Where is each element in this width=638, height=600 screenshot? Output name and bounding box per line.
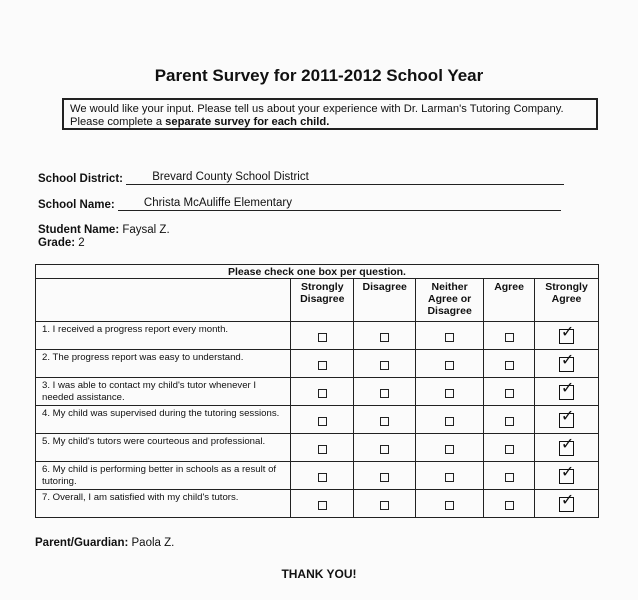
grade-value: 2 — [78, 237, 85, 249]
checkbox[interactable] — [380, 417, 389, 426]
question-text: 1. I received a progress report every month. — [36, 322, 291, 350]
checkbox[interactable] — [445, 417, 454, 426]
guardian-value: Paola Z. — [131, 537, 175, 549]
intro-line-2 — [70, 116, 590, 129]
school-district-value: Brevard County School District — [126, 171, 564, 185]
answer-cell — [354, 350, 416, 378]
question-text: 2. The progress report was easy to understand. — [36, 350, 291, 378]
answer-cell — [354, 406, 416, 434]
checkbox[interactable] — [505, 361, 514, 370]
checkbox[interactable] — [380, 501, 389, 510]
answer-cell — [535, 406, 599, 434]
checkbox[interactable] — [445, 445, 454, 454]
answer-cell — [484, 490, 535, 518]
checkbox[interactable] — [318, 445, 327, 454]
answer-cell — [291, 322, 354, 350]
checkbox[interactable] — [318, 417, 327, 426]
answer-cell — [354, 378, 416, 406]
question-text: 3. I was able to contact my child's tutor whenever I needed assistance. — [36, 378, 291, 406]
answer-cell — [535, 434, 599, 462]
checkbox[interactable] — [318, 501, 327, 510]
question-row — [36, 322, 599, 350]
checkmark-icon: ✓ — [560, 405, 575, 425]
checkbox[interactable] — [505, 417, 514, 426]
answer-cell — [535, 490, 599, 518]
answer-cell — [354, 322, 416, 350]
checkbox[interactable] — [380, 333, 389, 342]
question-row — [36, 406, 599, 434]
grade-label: Grade: — [38, 237, 76, 249]
checkbox[interactable] — [505, 389, 514, 398]
answer-cell — [416, 322, 484, 350]
school-name-value: Christa McAuliffe Elementary — [118, 197, 561, 211]
checkbox[interactable] — [318, 361, 327, 370]
school-district-field — [38, 171, 564, 185]
school-district-label: School District: — [38, 173, 123, 185]
intro-box — [62, 98, 598, 130]
checked-checkbox[interactable] — [559, 461, 575, 484]
school-name-label: School Name: — [38, 199, 115, 211]
question-text: 7. Overall, I am satisfied with my child's tutors. — [36, 490, 291, 518]
checkbox[interactable] — [445, 361, 454, 370]
answer-cell — [484, 462, 535, 490]
checkbox[interactable] — [380, 473, 389, 482]
student-name-label: Student Name: — [38, 224, 120, 236]
checkbox[interactable] — [445, 389, 454, 398]
checkbox[interactable] — [445, 473, 454, 482]
checkmark-icon: ✓ — [560, 433, 575, 453]
question-header-cell — [36, 279, 291, 322]
checked-checkbox[interactable] — [559, 405, 575, 428]
answer-cell — [416, 434, 484, 462]
checkbox[interactable] — [505, 333, 514, 342]
answer-cell — [416, 462, 484, 490]
checkbox[interactable] — [318, 473, 327, 482]
answer-cell — [416, 350, 484, 378]
answer-cell — [416, 406, 484, 434]
answer-cell — [484, 322, 535, 350]
answer-cell — [484, 378, 535, 406]
question-row — [36, 378, 599, 406]
answer-cell — [484, 406, 535, 434]
checkbox[interactable] — [380, 361, 389, 370]
student-name-value: Faysal Z. — [122, 224, 170, 236]
checkmark-icon: ✓ — [560, 349, 575, 369]
intro-line-1: We would like your input. Please tell us about your experience with Dr. Larman's Tutoring Company. — [70, 103, 564, 115]
intro-line-2-prefix: Please complete a — [70, 115, 166, 128]
checked-checkbox[interactable] — [559, 349, 575, 372]
checkbox[interactable] — [505, 473, 514, 482]
answer-cell — [354, 462, 416, 490]
answer-cell — [535, 462, 599, 490]
checkmark-icon: ✓ — [560, 489, 575, 509]
answer-cell — [354, 490, 416, 518]
table-header-row — [36, 279, 599, 322]
answer-cell — [484, 350, 535, 378]
question-row — [36, 462, 599, 490]
column-header: Agree — [484, 279, 535, 322]
answer-cell — [416, 378, 484, 406]
school-name-field — [38, 197, 561, 211]
question-row — [36, 490, 599, 518]
page-title: Parent Survey for 2011-2012 School Year — [154, 66, 484, 85]
intro-line-2-bold: separate survey for each child. — [165, 115, 330, 128]
checkbox[interactable] — [505, 501, 514, 510]
answer-cell — [291, 350, 354, 378]
answer-cell — [291, 462, 354, 490]
checked-checkbox[interactable] — [559, 433, 575, 456]
checked-checkbox[interactable] — [559, 321, 575, 344]
checkmark-icon: ✓ — [560, 321, 575, 341]
checkbox[interactable] — [318, 389, 327, 398]
answer-cell — [291, 378, 354, 406]
answer-cell — [291, 406, 354, 434]
question-row — [36, 350, 599, 378]
checkbox[interactable] — [380, 445, 389, 454]
answer-cell — [535, 322, 599, 350]
column-header: Disagree — [354, 279, 416, 322]
column-header: Strongly Disagree — [291, 279, 354, 322]
checkbox[interactable] — [505, 445, 514, 454]
checkbox[interactable] — [445, 333, 454, 342]
question-row — [36, 434, 599, 462]
answer-cell — [535, 378, 599, 406]
survey-table — [35, 264, 599, 518]
table-instruction: Please check one box per question. — [36, 265, 599, 279]
checked-checkbox[interactable] — [559, 489, 575, 512]
thank-you-text: THANK YOU! — [281, 567, 357, 581]
column-header: Strongly Agree — [535, 279, 599, 322]
checkmark-icon: ✓ — [560, 461, 575, 481]
question-text: 5. My child's tutors were courteous and professional. — [36, 434, 291, 462]
answer-cell — [416, 490, 484, 518]
checkbox[interactable] — [445, 501, 454, 510]
column-header: Neither Agree or Disagree — [416, 279, 484, 322]
checkbox[interactable] — [318, 333, 327, 342]
checked-checkbox[interactable] — [559, 377, 575, 400]
answer-cell — [484, 434, 535, 462]
checkbox[interactable] — [380, 389, 389, 398]
answer-cell — [354, 434, 416, 462]
grade-field — [38, 237, 85, 249]
guardian-label: Parent/Guardian: — [35, 537, 129, 549]
answer-cell — [535, 350, 599, 378]
guardian-field — [35, 537, 174, 549]
answer-cell — [291, 434, 354, 462]
question-text: 4. My child was supervised during the tutoring sessions. — [36, 406, 291, 434]
student-name-field — [38, 224, 170, 236]
answer-cell — [291, 490, 354, 518]
question-text: 6. My child is performing better in schools as a result of tutoring. — [36, 462, 291, 490]
checkmark-icon: ✓ — [560, 377, 575, 397]
